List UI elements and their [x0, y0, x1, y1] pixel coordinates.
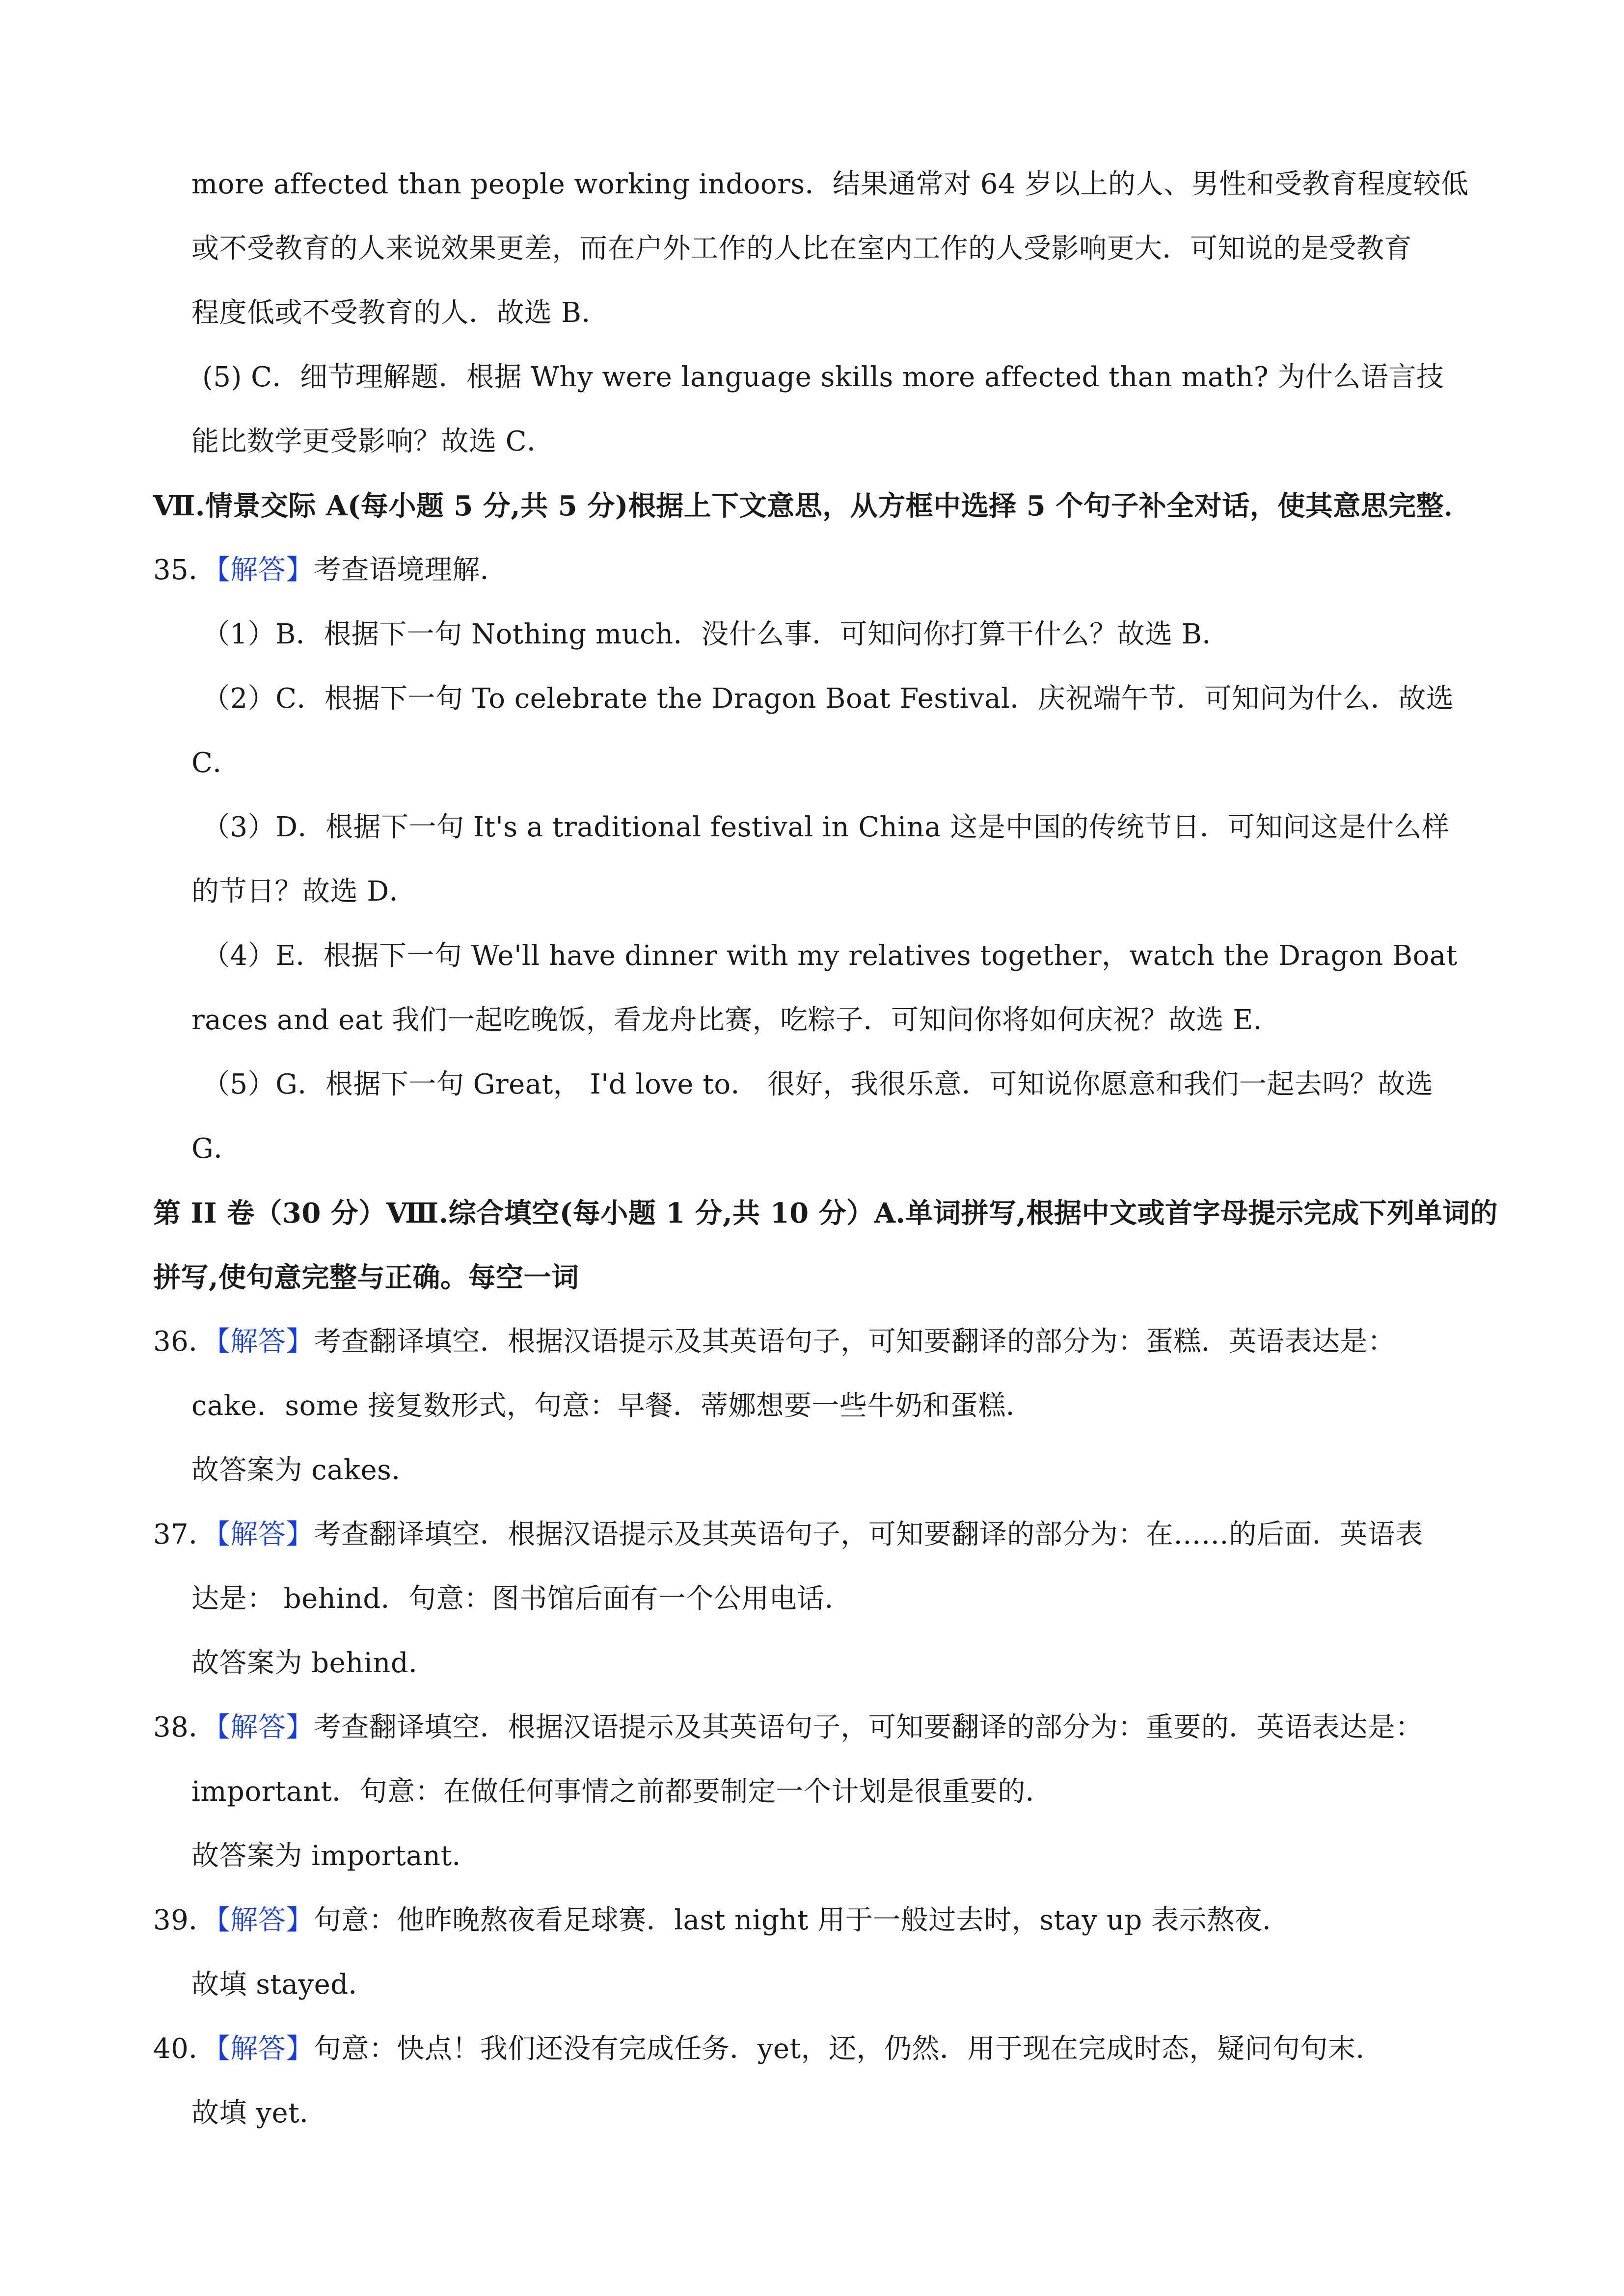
- text-line: (5) C．细节理解题．根据 Why were language skills more affected than math? 为什么语言技: [202, 361, 1444, 393]
- section-heading-8: 第 II 卷（30 分）Ⅷ.综合填空(每小题 1 分,共 10 分）A.单词拼写,根据中文或首字母提示完成下列单词的: [153, 1197, 1498, 1229]
- text-line: important．句意：在做任何事情之前都要制定一个计划是很重要的．: [191, 1776, 1054, 1808]
- answer-tag: 【解答】: [216, 1904, 314, 1936]
- text-line: races and eat 我们一起吃晚饭，看龙舟比赛，吃粽子．可知问你将如何庆祝？故选 E．: [191, 1004, 1281, 1036]
- section-heading-8-cont: 拼写,使句意完整与正确。每空一词: [153, 1261, 579, 1294]
- text-line: 达是： behind．句意：图书馆后面有一个公用电话．: [191, 1583, 853, 1615]
- answer-39: [153, 1901, 1290, 1940]
- answer-text: 句意：他昨晚熬夜看足球赛．last night 用于一般过去时，stay up 表示熬夜．: [313, 1904, 1290, 1936]
- text-line: 能比数学更受影响？故选 C．: [191, 426, 555, 457]
- question-number: 40．: [153, 2033, 217, 2065]
- answer-37: [153, 1515, 1423, 1554]
- text-line: more affected than people working indoors．结果通常对 64 岁以上的人、男性和受教育程度较低: [191, 168, 1469, 200]
- text-line: 故答案为 important．: [191, 1840, 480, 1872]
- answer-38: [153, 1708, 1423, 1747]
- answer-40: [153, 2029, 1383, 2069]
- answer-text: 考查翻译填空．根据汉语提示及其英语句子，可知要翻译的部分为：重要的．英语表达是：: [313, 1711, 1423, 1743]
- text-line: 故填 stayed．: [191, 1969, 377, 2001]
- text-line: C．: [191, 747, 241, 779]
- text-line: （4）E．根据下一句 We'll have dinner with my relatives together，watch the Dragon Boat: [202, 940, 1458, 972]
- text-line: G．: [191, 1133, 242, 1165]
- text-line: 程度低或不受教育的人．故选 B．: [191, 297, 609, 329]
- text-line: （1）B．根据下一句 Nothing much．没什么事．可知问你打算干什么？故选 B．: [202, 618, 1230, 650]
- answer-text: 考查翻译填空．根据汉语提示及其英语句子，可知要翻译的部分为：蛋糕．英语表达是：: [313, 1326, 1396, 1358]
- text-line: 故答案为 behind．: [191, 1647, 436, 1679]
- text-line: 或不受教育的人来说效果更差，而在户外工作的人比在室内工作的人受影响更大．可知说的是受教育: [191, 233, 1412, 265]
- answer-tag: 【解答】: [216, 1711, 314, 1743]
- text-line: （3）D．根据下一句 It's a traditional festival in China 这是中国的传统节日．可知问这是什么样: [202, 811, 1450, 843]
- question-number: 35．: [153, 554, 217, 586]
- question-number: 38．: [153, 1711, 217, 1743]
- answer-35: [153, 551, 508, 590]
- answer-tag: 【解答】: [216, 554, 314, 586]
- answer-tag: 【解答】: [216, 1326, 314, 1358]
- text-line: 故答案为 cakes．: [191, 1454, 419, 1486]
- section-heading-7: Ⅶ.情景交际 A(每小题 5 分,共 5 分)根据上下文意思，从方框中选择 5 个句子补全对话，使其意思完整．: [153, 490, 1472, 522]
- answer-tag: 【解答】: [216, 2033, 314, 2065]
- answer-text: 考查语境理解．: [313, 554, 508, 586]
- text-line: 的节日？故选 D．: [191, 876, 417, 908]
- question-number: 36．: [153, 1326, 217, 1358]
- answer-text: 考查翻译填空．根据汉语提示及其英语句子，可知要翻译的部分为：在……的后面．英语表: [313, 1519, 1423, 1550]
- text-line: （5）G．根据下一句 Great， I'd love to． 很好，我很乐意．可知说你愿意和我们一起去吗？故选: [202, 1068, 1434, 1100]
- text-line: 故填 yet．: [191, 2097, 327, 2129]
- question-number: 39．: [153, 1904, 217, 1936]
- answer-text: 句意：快点！我们还没有完成任务．yet，还，仍然．用于现在完成时态，疑问句句末．: [313, 2033, 1384, 2065]
- answer-tag: 【解答】: [216, 1519, 314, 1550]
- text-line: cake．some 接复数形式，句意：早餐．蒂娜想要一些牛奶和蛋糕．: [191, 1390, 1034, 1422]
- question-number: 37．: [153, 1519, 217, 1550]
- answer-36: [153, 1322, 1395, 1362]
- text-line: （2）C．根据下一句 To celebrate the Dragon Boat Festival．庆祝端午节．可知问为什么．故选: [202, 683, 1454, 715]
